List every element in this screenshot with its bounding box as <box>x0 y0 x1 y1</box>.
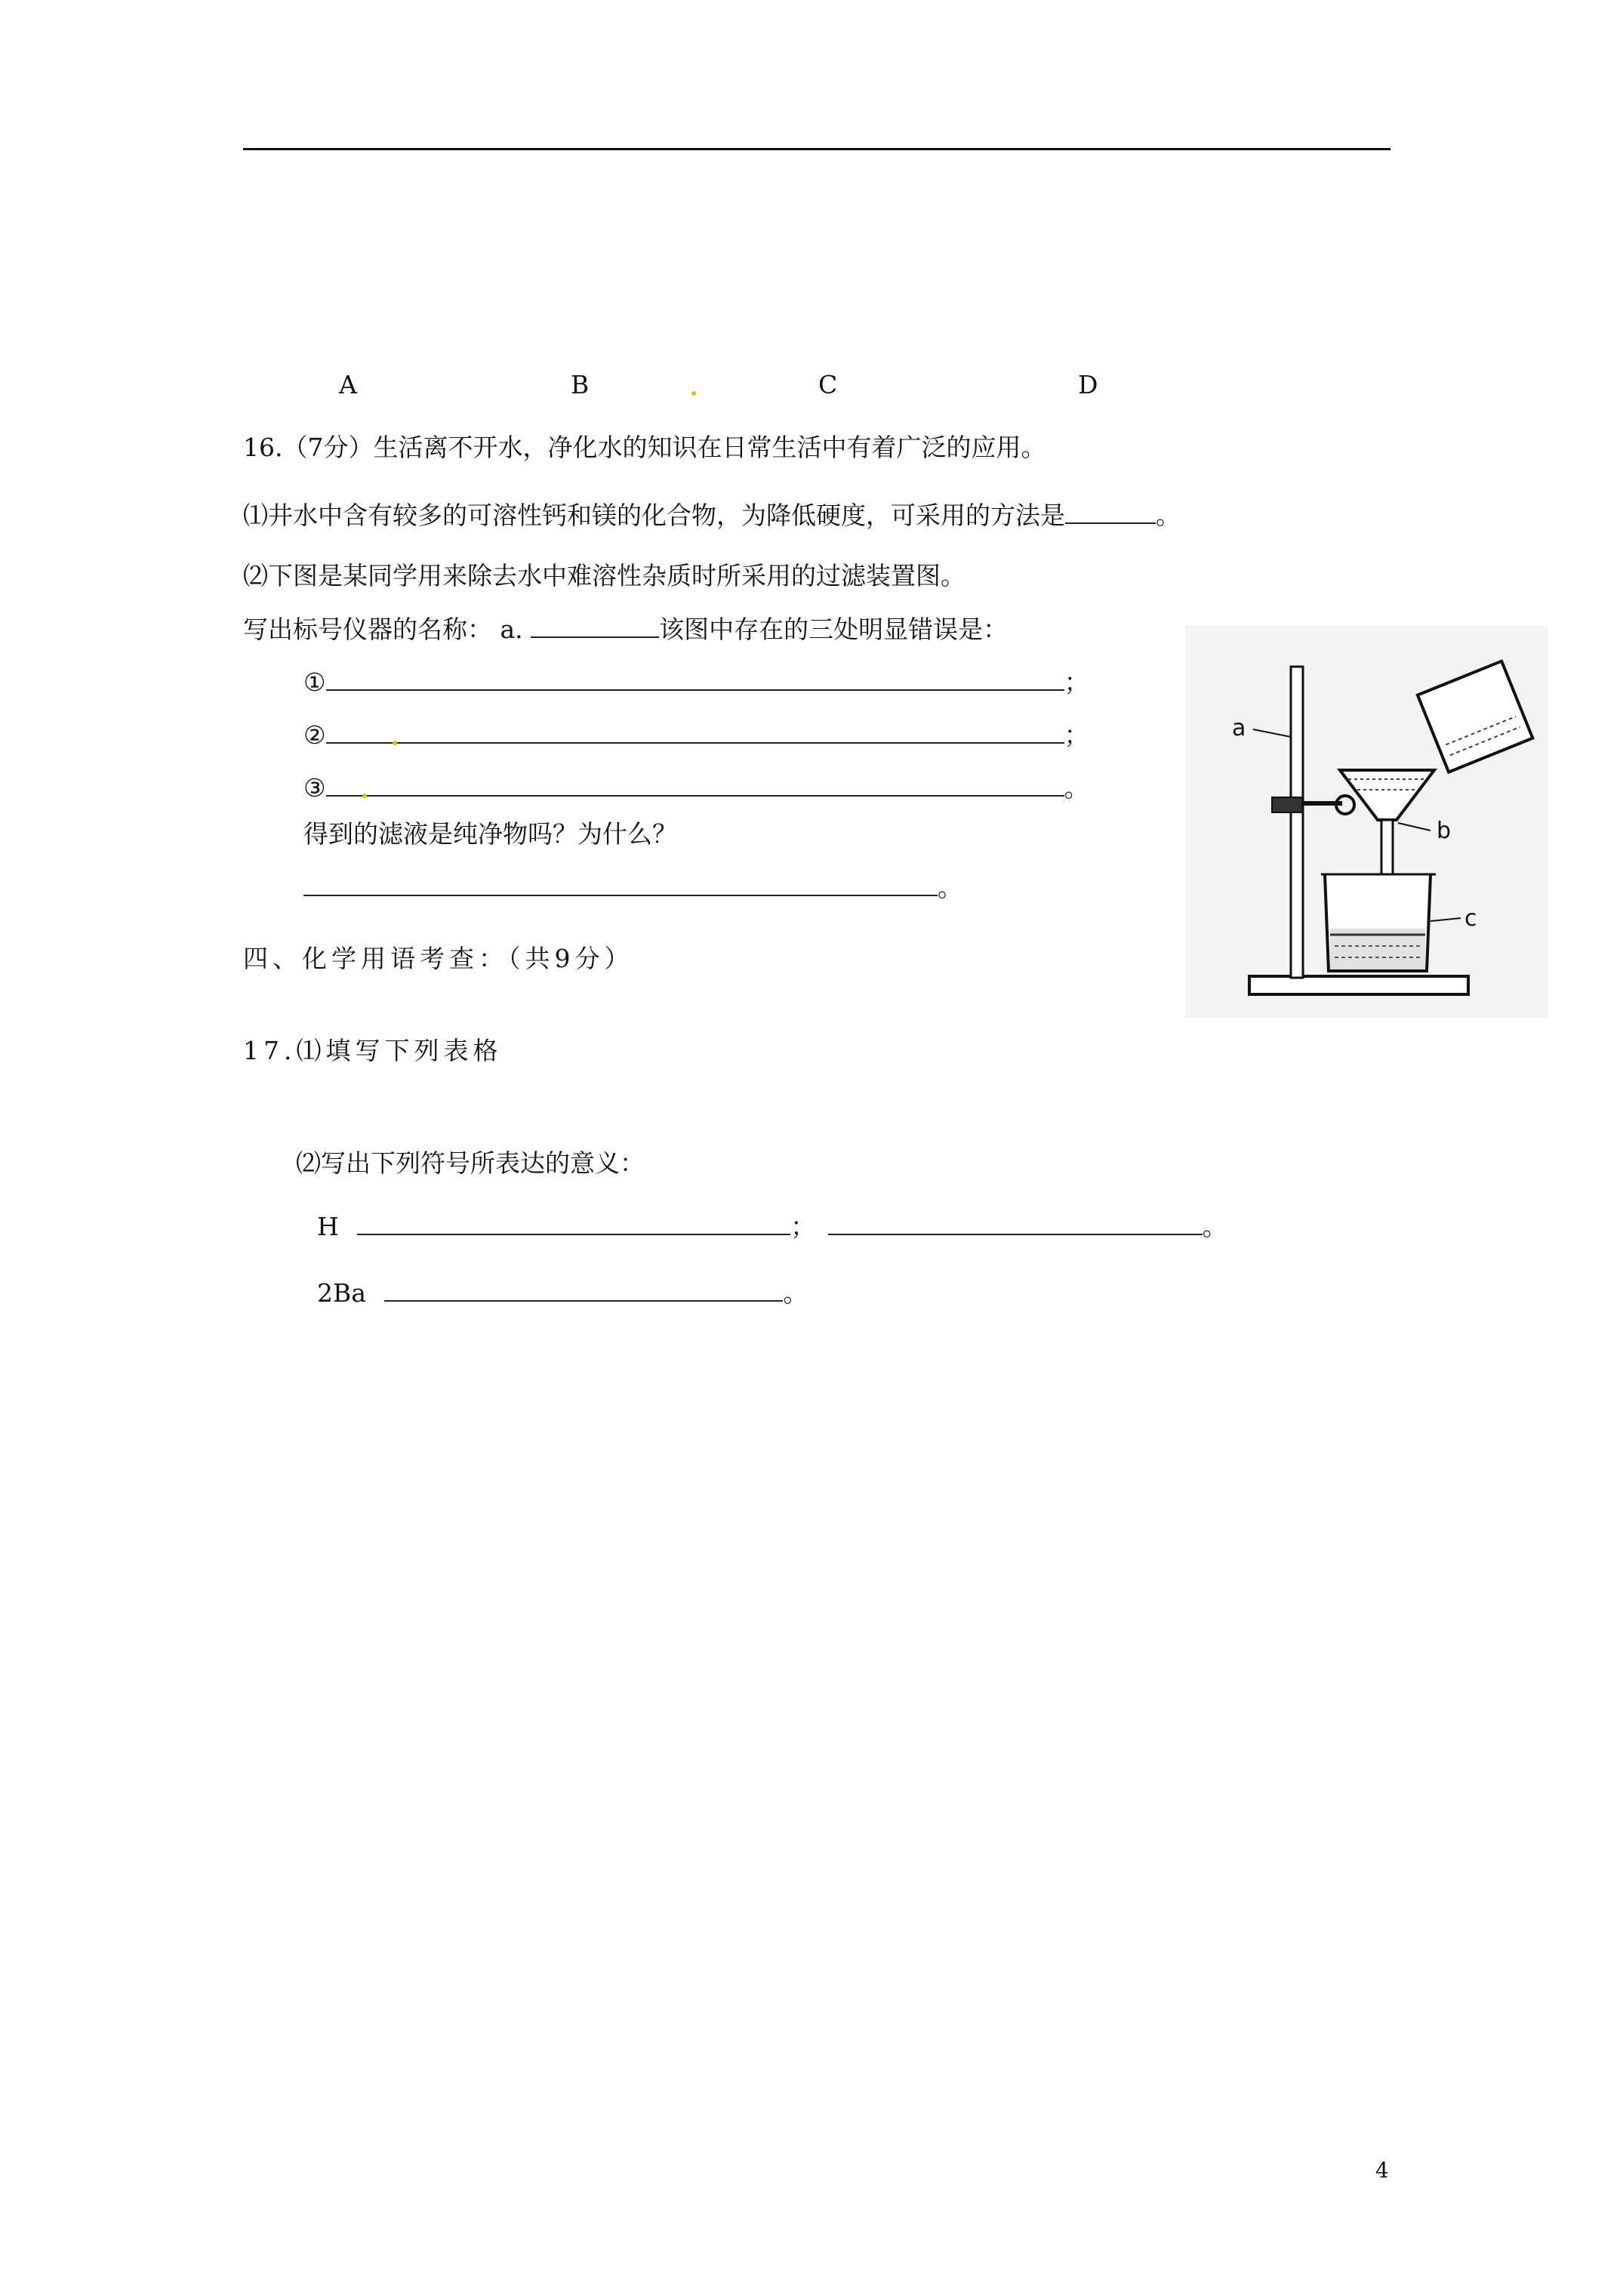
option-d: D <box>1078 370 1098 399</box>
q16-title: 16.（7分）生活离不开水，净化水的知识在日常生活中有着广泛的应用。 <box>243 433 1046 462</box>
ba-blank[interactable] <box>384 1277 783 1302</box>
filtrate-end: 。 <box>938 873 962 902</box>
h-symbol: H <box>317 1212 339 1241</box>
instrument-suffix: 该图中存在的三处明显错误是： <box>659 615 1009 644</box>
option-b: B <box>571 370 590 399</box>
error-mark-1: ① <box>303 667 326 697</box>
option-a: A <box>339 370 357 399</box>
q17-part2: ⑵写出下列符号所表达的意义： <box>296 1148 645 1178</box>
h-blank-1[interactable] <box>357 1211 790 1235</box>
error-end-2: ； <box>1064 720 1089 750</box>
q16-part2: ⑵下图是某同学用来除去水中难溶性杂质时所采用的过滤装置图。 <box>243 561 965 590</box>
error-line-1 <box>303 667 1089 698</box>
q16-part1-end: 。 <box>1156 501 1181 530</box>
error-line-2 <box>303 720 1089 750</box>
filtration-apparatus-figure <box>1185 625 1548 1018</box>
filtrate-question: 得到的滤液是纯净物吗？为什么？ <box>303 819 677 849</box>
q17-part1: 17.⑴填写下列表格 <box>243 1036 503 1065</box>
figure-label-b: b <box>1437 818 1452 844</box>
h-blank-2[interactable] <box>828 1211 1203 1235</box>
ba-end: 。 <box>783 1278 808 1308</box>
error-line-3 <box>303 772 1089 803</box>
figure-label-a: a <box>1232 715 1246 741</box>
yellow-dot-mark <box>393 741 397 745</box>
error-end-3: 。 <box>1064 773 1089 803</box>
error-mark-2: ② <box>303 720 326 750</box>
header-rule <box>243 148 1390 150</box>
h-end: 。 <box>1202 1212 1227 1241</box>
answer-blank[interactable] <box>1065 500 1156 524</box>
error-blank-1[interactable] <box>326 667 1064 691</box>
error-mark-3: ③ <box>303 773 326 803</box>
ba-symbol: 2Ba <box>317 1278 366 1308</box>
error-end-1: ； <box>1064 667 1089 697</box>
instrument-prefix: 写出标号仪器的名称： a. <box>243 615 523 644</box>
yellow-dot-mark <box>691 391 696 396</box>
page-number: 4 <box>1375 2158 1389 2183</box>
h-line <box>317 1211 1227 1242</box>
option-c: C <box>818 370 838 399</box>
filtrate-answer-line <box>303 872 962 903</box>
q16-part1-text: ⑴井水中含有较多的可溶性钙和镁的化合物，为降低硬度，可采用的方法是 <box>243 501 1065 530</box>
q16-part1 <box>243 500 1181 531</box>
ba-line <box>317 1277 808 1308</box>
error-blank-3[interactable] <box>326 772 1064 797</box>
q16-instrument-line <box>243 614 1008 645</box>
instrument-a-blank[interactable] <box>531 614 659 638</box>
yellow-dot-mark <box>362 794 367 798</box>
h-separator: ； <box>790 1212 816 1241</box>
error-blank-2[interactable] <box>326 720 1064 744</box>
figure-label-c: c <box>1464 905 1477 932</box>
filtrate-blank[interactable] <box>303 872 938 896</box>
section4-title: 四、化学用语考查：（共9分） <box>243 944 634 973</box>
